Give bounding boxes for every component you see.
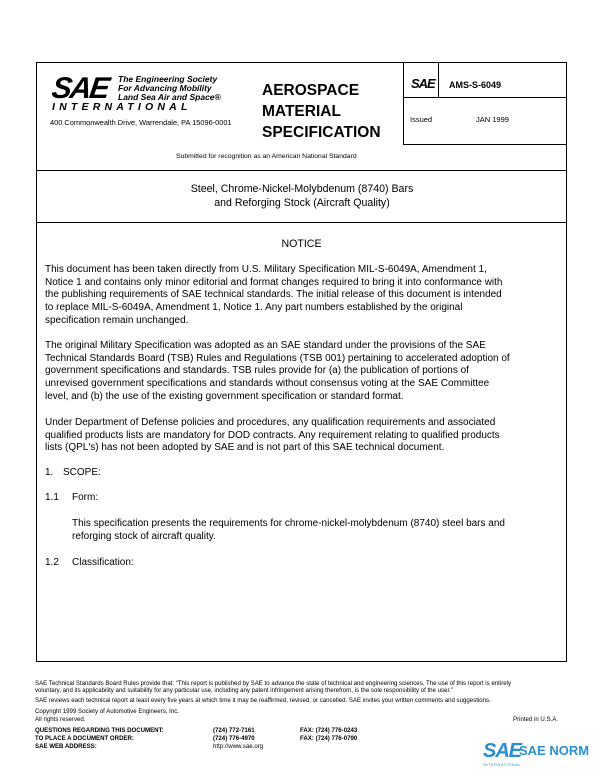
order-fax: FAX: (724) 776-0790 — [300, 735, 358, 742]
notice-heading: NOTICE — [281, 238, 322, 250]
notice-paragraph-3: Under Department of Defense policies and procedures, any qualification requirements and associated qualified products lists are mandatory for DOD contracts. Any requirement relating to qualified products lists (QPL's) has not been adopted by SAE and is not part of this SAE technical document. — [45, 417, 500, 454]
printed-in: Printed in U.S.A. — [513, 716, 559, 723]
tsb-policy-note: SAE Technical Standards Board Rules provide that: “This report is published by SAE to advance the state of technical and engineering sciences. The use of this report is entirely voluntary, and its applicability and suitability for any particular use, including any patent infringement arising therefrom, is the sole responsibility of the user.” — [35, 680, 512, 695]
sae-logo: SAE — [49, 72, 111, 105]
sae-box-divider — [438, 62, 439, 97]
sae-norm-watermark — [483, 740, 595, 770]
document-number: AMS-S-6049 — [449, 80, 502, 90]
section-1-number: 1. — [45, 467, 54, 478]
rights-reserved: All rights reserved. — [35, 716, 86, 723]
sae-norm-logo-mark: SAE — [483, 740, 522, 762]
section-1-heading: SCOPE: — [63, 467, 101, 478]
review-note: SAE reviews each technical report at least every five years at which time it may be reaffirmed, revised, or cancelled. SAE invites your written comments and suggestions. — [35, 697, 491, 704]
notice-paragraph-1: This document has been taken directly from U.S. Military Specification MIL-S-6049A, Amendment 1, Notice 1 and contains only minor editorial and format changes required to bring it into conformance with the publishing requirements of SAE technical standards. The initial release of this document is intended to replace MIL-S-6049A, Amendment 1, Notice 1. Any part numbers established by the original specification remain unchanged. — [45, 264, 503, 326]
society-tagline: The Engineering Society For Advancing Mobility Land Sea Air and Space® — [118, 74, 221, 102]
spec-type-heading: AEROSPACE MATERIAL SPECIFICATION — [262, 82, 381, 141]
issued-date: JAN 1999 — [476, 115, 509, 124]
questions-phone: (724) 772-7161 — [213, 727, 255, 734]
title-divider — [36, 222, 567, 223]
questions-fax: FAX: (724) 776-0243 — [300, 727, 358, 734]
doc-box-divider — [403, 62, 404, 144]
address: 400 Commonwealth Drive, Warrendale, PA 15096-0001 — [50, 118, 232, 127]
sae-small-logo: SAE — [411, 76, 435, 91]
web-url[interactable]: http://www.sae.org — [213, 743, 264, 750]
section-1-1-heading: Form: — [72, 492, 99, 503]
docno-box-line — [403, 97, 567, 98]
copyright: Copyright 1999 Society of Automotive Engineers, Inc. — [35, 708, 179, 715]
document-title: Steel, Chrome-Nickel-Molybdenum (8740) Bars and Reforging Stock (Aircraft Quality) — [190, 183, 414, 209]
order-label: TO PLACE A DOCUMENT ORDER: — [35, 735, 134, 742]
international-label: INTERNATIONAL — [52, 101, 192, 113]
questions-label: QUESTIONS REGARDING THIS DOCUMENT: — [35, 727, 164, 734]
section-1-2-heading: Classification: — [72, 557, 134, 568]
submitted-note: Submitted for recognition as an American National Standard — [176, 153, 357, 160]
section-1-1-number: 1.1 — [45, 492, 59, 503]
sae-norm-text: SAE NORM — [519, 743, 590, 758]
sae-norm-sub: INTERNATIONAL — [483, 762, 522, 767]
order-phone: (724) 776-4970 — [213, 735, 255, 742]
section-1-1-text: This specification presents the requirements for chrome-nickel-molybdenum (8740) steel bars and reforging stock of aircraft quality. — [72, 518, 505, 542]
section-1-2-number: 1.2 — [45, 557, 59, 568]
notice-paragraph-2: The original Military Specification was adopted as an SAE standard under the provisions of the SAE Technical Standards Board (TSB) Rules and Regulations (TSB 001) pertaining to accelerated adoption of government specifications and standards. TSB rules provide for (a) the publication of portions of unrevised government specifications and standards without consensus voting at the SAE Committee level, and (b) the use of the existing government specification or standard format. — [45, 340, 510, 402]
issued-label: Issued — [410, 115, 433, 124]
header-divider — [36, 170, 567, 171]
issued-box-line — [403, 144, 567, 145]
web-label: SAE WEB ADDRESS: — [35, 743, 97, 750]
